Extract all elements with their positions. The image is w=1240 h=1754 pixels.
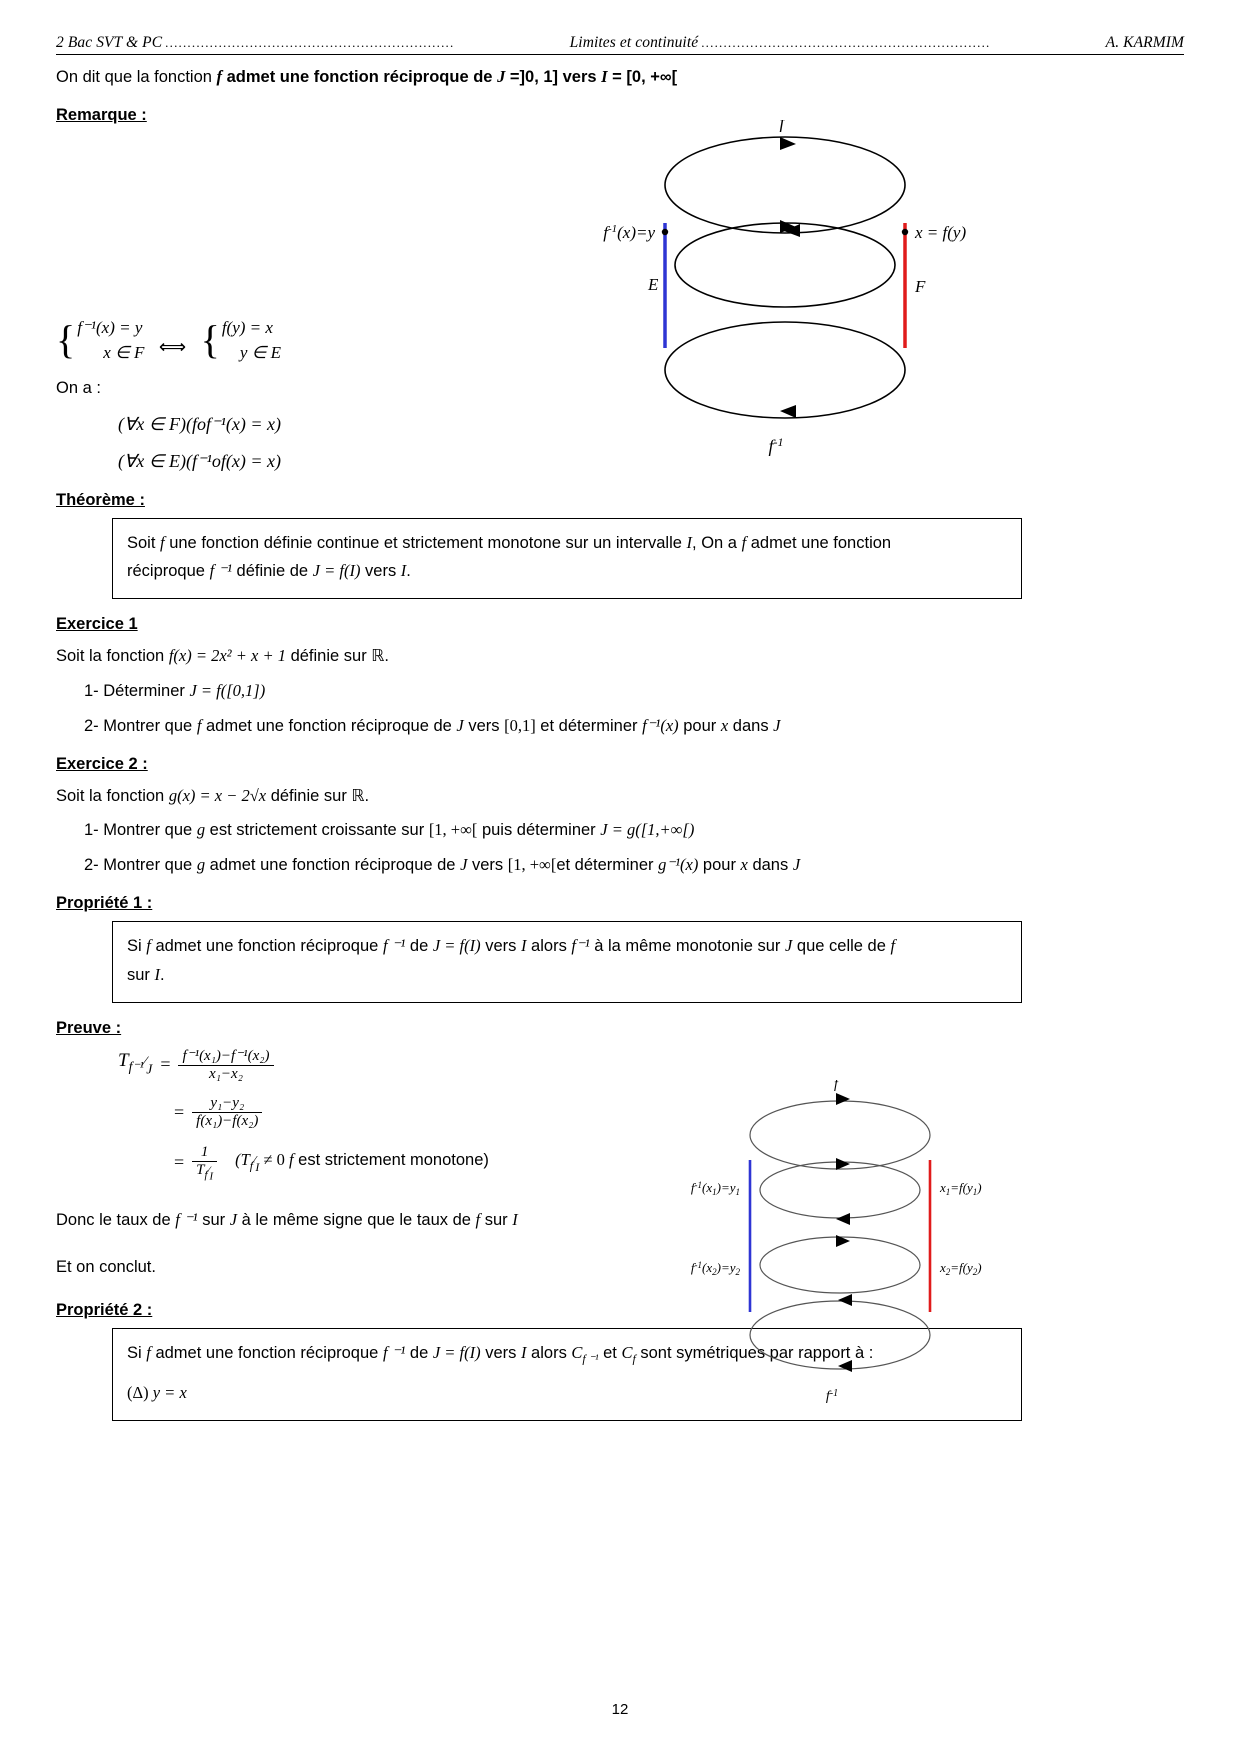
preuve-eq-3: = <box>174 1152 185 1173</box>
ex2-q2J2: J <box>792 855 801 874</box>
diagram2-label-right-2: $x_2=f(y_2)$ <box>940 1260 982 1277</box>
prop2-l1e: alors <box>526 1344 572 1363</box>
preuve-frac-2 <box>192 1095 262 1130</box>
prop1-l1b: admet une fonction réciproque <box>150 936 383 955</box>
ex2-q2e: pour <box>698 856 741 874</box>
prop2-l1f2: et <box>598 1344 622 1363</box>
preuve-frac1-num: f⁻¹(x₁)−f⁻¹(x₂) <box>178 1046 273 1066</box>
prop1-l1g: que celle de <box>792 936 891 955</box>
intro-eq2: = [0, +∞[ <box>607 68 678 86</box>
preuve-T-sub: f⁻¹ <box>128 1059 144 1075</box>
ex1-q2c: vers <box>463 716 505 735</box>
section-exercice-2: Exercice 2 : <box>56 754 148 773</box>
intro-eq1: =]0, 1] vers <box>505 68 602 86</box>
ex2-q2x: x <box>740 855 748 874</box>
theoreme-line-2 <box>127 557 1007 586</box>
intro-line <box>56 65 1184 90</box>
theoreme-l1a: Soit <box>127 533 161 552</box>
system-right-row2: y ∈ E <box>239 343 282 363</box>
left-brace: { <box>56 317 76 363</box>
preuve-T-over: J <box>146 1061 153 1077</box>
prop1-l2b: . <box>160 965 165 984</box>
ex2-line1 <box>56 784 1184 809</box>
prop1-l1e: alors <box>526 936 572 955</box>
system-left <box>56 315 144 366</box>
prop1-l1f: f <box>146 935 151 955</box>
ex1-q2 <box>84 714 1184 739</box>
ex2-q2b: admet une fonction réciproque de <box>205 856 461 874</box>
prop1-l1I: I <box>520 935 527 955</box>
ex1-line1 <box>56 644 1184 669</box>
theoreme-l2d: . <box>406 562 411 581</box>
preuve-paren-sub: f <box>249 1158 254 1173</box>
prop1-line-2 <box>127 961 1007 990</box>
ex1-l1b: définie sur <box>285 647 372 666</box>
preuve-conclusion-1 <box>56 1208 1184 1233</box>
intro-f: f <box>216 67 223 86</box>
ex2-q1a: 1- Montrer que <box>84 821 197 840</box>
prop2-l1I: I <box>520 1343 527 1363</box>
diagram2-label-right-1: $x_1=f(y_1)$ <box>940 1180 982 1197</box>
ex1-q2d: et déterminer <box>535 716 643 735</box>
intro-text-mid: admet une fonction réciproque de <box>222 68 498 86</box>
prop2-delta: (Δ) <box>127 1383 149 1403</box>
header-middle: Limites et continuité <box>569 34 699 51</box>
preuve-frac-1 <box>178 1046 273 1083</box>
preuve-c1d: sur <box>480 1210 513 1229</box>
preuve-c1b: sur <box>197 1210 230 1229</box>
page-number: 12 <box>611 1701 629 1718</box>
ex1-q1 <box>84 679 1184 704</box>
ex2-q2a: 2- Montrer que <box>84 856 197 874</box>
ex2-q1c: puis déterminer <box>477 821 601 840</box>
ex1-l1c: . <box>384 647 389 666</box>
preuve-row-1 <box>118 1046 1184 1083</box>
preuve-paren-b: ≠ 0 <box>259 1150 289 1170</box>
theoreme-l2finv: f ⁻¹ <box>209 561 232 581</box>
prop2-l1finv: f ⁻¹ <box>382 1343 406 1363</box>
theoreme-l2c: vers <box>360 562 401 581</box>
preuve-c1finv: f ⁻¹ <box>175 1209 198 1229</box>
prop1-l1finv: f ⁻¹ <box>382 935 406 955</box>
preuve-c1c: à le même signe que le taux de <box>237 1210 476 1229</box>
preuve-c1a: Donc le taux de <box>56 1210 176 1229</box>
ex1-l1f: f(x) = 2x² + x + 1 <box>168 646 286 666</box>
prop2-l1cf: C <box>621 1343 633 1363</box>
theoreme-l1d: admet une fonction <box>746 533 892 552</box>
theoreme-l1f2: f <box>741 532 747 552</box>
section-preuve: Preuve : <box>56 1018 122 1037</box>
section-propriete-2: Propriété 2 : <box>56 1301 153 1320</box>
ex2-q2f: dans <box>747 856 793 874</box>
ex2-q2ginv: g⁻¹(x) <box>658 855 699 874</box>
preuve-eq-1: = <box>160 1053 171 1074</box>
theoreme-l1I: I <box>686 532 693 552</box>
diagram1-label-finv: $f^{-1}$ <box>768 435 784 456</box>
theoreme-line-1 <box>127 529 1007 558</box>
diagram-2-svg <box>640 1080 1000 1410</box>
ex1-q2int: [0,1] <box>504 715 536 735</box>
theoreme-l2J: J = f(I) <box>312 561 361 581</box>
identity-1: (∀x ∈ F)(fof⁻¹(x) = x) <box>118 413 281 434</box>
ex1-q2x: x <box>720 715 729 735</box>
prop1-line-1 <box>127 932 1007 961</box>
ex2-l1g: g(x) = x − 2√x <box>168 785 267 805</box>
section-propriete-1: Propriété 1 : <box>56 893 153 912</box>
preuve-frac-3 <box>192 1144 217 1182</box>
prop1-l1finv2: f⁻¹ <box>571 935 590 955</box>
theoreme-box <box>112 518 1022 600</box>
page-header <box>56 34 1184 55</box>
equiv-symbol: ⟺ <box>158 337 187 359</box>
diagram1-label-E: E <box>648 275 659 294</box>
diagram1-label-f: f <box>779 120 785 132</box>
prop1-l1d: vers <box>480 936 521 955</box>
ex1-q1m: J = f([0,1]) <box>189 681 266 700</box>
preuve-frac2-num: y₁−y₂ <box>192 1095 262 1113</box>
preuve-paren-a: (T <box>235 1150 250 1170</box>
ex1-q1a: 1- Déterminer <box>84 682 190 700</box>
propriete1-box <box>112 921 1022 1003</box>
ex2-q1int: [1, +∞[ <box>428 820 478 840</box>
header-dots-right: ................................................................. <box>701 35 991 50</box>
ex2-l1b: définie sur <box>266 786 352 805</box>
preuve-paren: ($T_f⁄_I \ne 0$ f est strictement monotone) <box>235 1150 489 1175</box>
ex2-q2J: J <box>460 855 468 874</box>
preuve-frac3-den-T: T <box>196 1161 205 1178</box>
prop2-l1c: de <box>405 1344 433 1363</box>
intro-J: J <box>497 67 506 86</box>
ex2-q1m: J = g([1,+∞[) <box>600 820 695 840</box>
preuve-frac3-den-sub: f <box>204 1168 208 1181</box>
identity-2: (∀x ∈ E)(f⁻¹of(x) = x) <box>118 450 281 471</box>
preuve-paren-f: f <box>288 1150 294 1170</box>
prop2-l1cfinv-sub: f ⁻¹ <box>582 1351 599 1366</box>
diagram2-label-left-2: $f^{-1}(x_2)=y_2$ <box>690 1260 740 1277</box>
prop2-l1b: admet une fonction réciproque <box>150 1344 383 1363</box>
ex1-q2b: admet une fonction réciproque de <box>201 716 457 735</box>
ex1-q2f: f <box>196 715 202 735</box>
preuve-eq-2: = <box>174 1101 185 1122</box>
theoreme-l1c: , On a <box>692 533 742 552</box>
prop2-l1cf-sub: f <box>632 1351 636 1366</box>
diagram-cylinder-1 <box>600 120 1020 470</box>
ex2-q1 <box>84 818 1184 843</box>
ex2-q2int: [1, +∞[ <box>507 855 557 874</box>
ex1-q2e: pour <box>678 716 721 735</box>
prop1-l1J: J = f(I) <box>432 935 481 955</box>
preuve-conclusion-2: Et on conclut. <box>56 1257 156 1276</box>
ex1-l1a: Soit la fonction <box>56 647 169 666</box>
preuve-T-symbol: $T_{f^{-1}}⁄_J$ <box>118 1050 153 1077</box>
diagram2-label-finv: $f^{-1}$ <box>825 1388 839 1404</box>
on-a-label: On a : <box>56 378 101 397</box>
prop1-l1f2: à la même monotonie sur <box>589 936 785 955</box>
ex1-q2J: J <box>456 715 464 735</box>
ex2-q2g: g <box>196 855 206 874</box>
prop2-l1J: J = f(I) <box>432 1343 481 1363</box>
diagram-1-svg <box>600 120 1020 470</box>
diagram1-label-right: x = f(y) <box>915 223 967 242</box>
prop1-l1a: Si <box>127 936 147 955</box>
theoreme-l2a: réciproque <box>127 562 210 581</box>
ex2-q1b: est strictement croissante sur <box>205 821 429 840</box>
preuve-frac1-den: x₁−x₂ <box>209 1065 243 1082</box>
preuve-c1J: J <box>229 1209 238 1229</box>
ex2-l1R: ℝ <box>351 785 365 805</box>
system-left-row1: f⁻¹(x) = y <box>77 317 143 337</box>
ex2-q2d: et déterminer <box>556 856 659 874</box>
preuve-c1f: f <box>475 1209 481 1229</box>
ex2-q2 <box>84 853 1184 878</box>
diagram1-label-F: F <box>915 277 926 296</box>
system-right-row1: f(y) = x <box>221 317 273 337</box>
prop1-l1f3: f <box>890 935 896 955</box>
prop2-l1a: Si <box>127 1344 147 1363</box>
header-left: 2 Bac SVT & PC <box>56 34 163 51</box>
theoreme-l1b: une fonction définie continue et strictement monotone sur un intervalle <box>164 533 687 552</box>
prop1-l2I: I <box>154 964 161 984</box>
ex1-q2finv: f⁻¹(x) <box>642 715 679 735</box>
prop1-l1c: de <box>405 936 433 955</box>
theoreme-l2b: définie de <box>231 562 313 581</box>
preuve-paren-over: I <box>255 1160 260 1175</box>
prop2-l1cfinv: C <box>571 1343 583 1363</box>
preuve-T: T <box>118 1050 129 1072</box>
right-brace: { <box>200 317 220 363</box>
ex1-l1R: ℝ <box>371 646 385 666</box>
ex2-q2c: vers <box>467 856 508 874</box>
prop2-l1f: f <box>146 1343 151 1363</box>
section-theoreme: Théorème : <box>56 490 145 509</box>
diagram-cylinder-2 <box>640 1080 1000 1410</box>
system-right <box>201 315 281 366</box>
section-exercice-1: Exercice 1 <box>56 615 138 634</box>
preuve-frac3-num: 1 <box>192 1144 217 1162</box>
preuve-paren-c: est strictement monotone) <box>293 1151 489 1170</box>
ex1-q2f2: dans <box>728 716 774 735</box>
intro-text-pre: On dit que la fonction <box>56 68 217 86</box>
preuve-frac3-den-over: I <box>209 1169 214 1182</box>
ex1-q2J2: J <box>773 715 781 735</box>
prop1-l1J2: J <box>785 935 793 955</box>
theoreme-l1f: f <box>160 532 165 552</box>
ex2-q1g: g <box>196 820 206 840</box>
ex2-l1c: . <box>364 786 370 805</box>
intro-I: I <box>601 67 608 86</box>
prop1-l2a: sur <box>127 965 155 984</box>
preuve-c1I: I <box>512 1209 518 1229</box>
diagram2-label-left-1: $f^{-1}(x_1)=y_1$ <box>690 1180 740 1197</box>
system-left-row2: x ∈ F <box>103 343 145 363</box>
prop2-l1d: vers <box>480 1344 521 1363</box>
prop2-l1g: sont symétriques par rapport à : <box>635 1344 874 1363</box>
ex1-q2a: 2- Montrer que <box>84 716 197 735</box>
preuve-frac2-den: f(x₁)−f(x₂) <box>196 1112 259 1129</box>
header-right: A. KARMIM <box>1105 34 1185 51</box>
header-dots-left: ................................................................. <box>165 35 455 50</box>
prop2-eq: y = x <box>148 1383 187 1403</box>
diagram2-label-f: f <box>834 1080 838 1092</box>
ex2-l1a: Soit la fonction <box>56 786 169 805</box>
preuve-frac3-den: $T_f⁄_I$ <box>196 1161 214 1182</box>
diagram1-label-left: $f^{-1}(x)=y$ <box>603 223 655 242</box>
theoreme-l2I: I <box>400 561 407 581</box>
section-remarque: Remarque : <box>56 105 147 124</box>
